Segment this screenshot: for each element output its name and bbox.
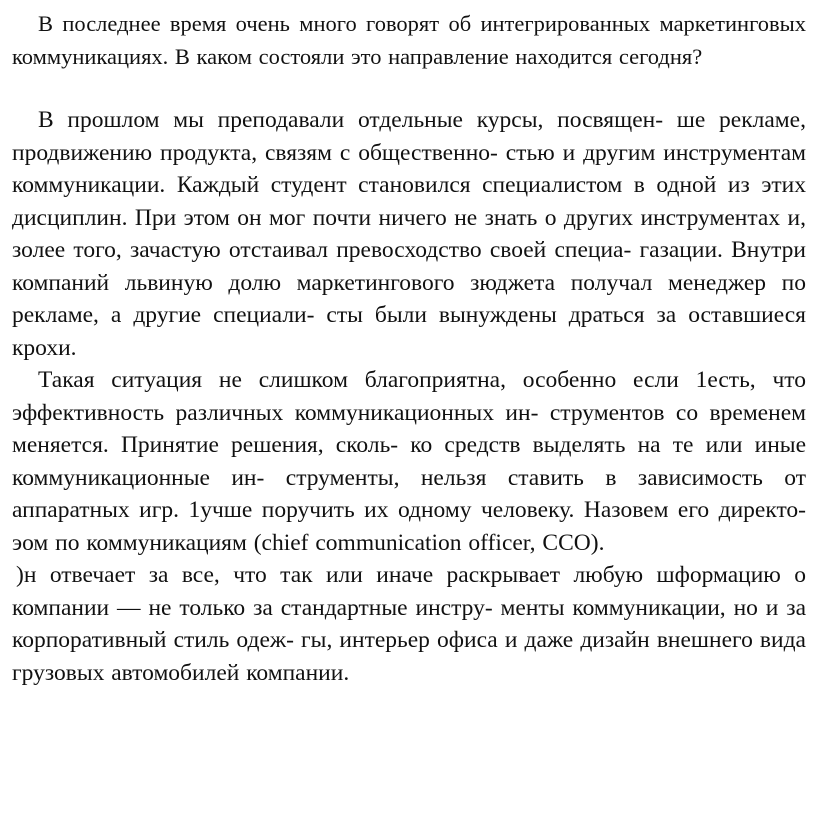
body-paragraph-2: Такая ситуация не слишком благоприятна, особенно если 1есть, что эффективность различных коммуникационных ин- струментов со временем меняется. Принятие решения, сколь- ко средств выделять на те или иные коммуникационные ин- струменты, нельзя ставить в зависимость от аппаратных игр. 1учше поручить их одному человеку. Назовем его директо- эом по коммуникациям (chief communication officer, CCO). (12, 367, 806, 556)
question-paragraph: В последнее время очень много говорят об интегрированных маркетинговых коммуникациях. В каком состояли это направление находится сегодня? (12, 11, 806, 69)
paragraph-gap (12, 73, 806, 104)
body-paragraph-1: В прошлом мы преподавали отдельные курсы, посвящен- ше рекламе, продвижению продукта, связям с общественно- стью и другим инструментам коммуникации. Каждый студент становился специалистом в одной из этих дисциплин. При этом он мог почти ничего не знать о других инструментах и, золее того, зачастую отстаивал превосходство своей специа- газации. Внутри компаний львиную долю маркетингового зюджета получал менеджер по рекламе, а другие специали- сты были вынуждены драться за оставшиеся крохи. (12, 107, 806, 361)
body-paragraph-3: )н отвечает за все, что так или иначе раскрывает любую шформацию о компании — не только за стандартные инстру- менты коммуникации, но и за корпоративный стиль одеж- гы, интерьер офиса и даже дизайн внешнего вида грузовых автомобилей компании. (12, 562, 806, 686)
